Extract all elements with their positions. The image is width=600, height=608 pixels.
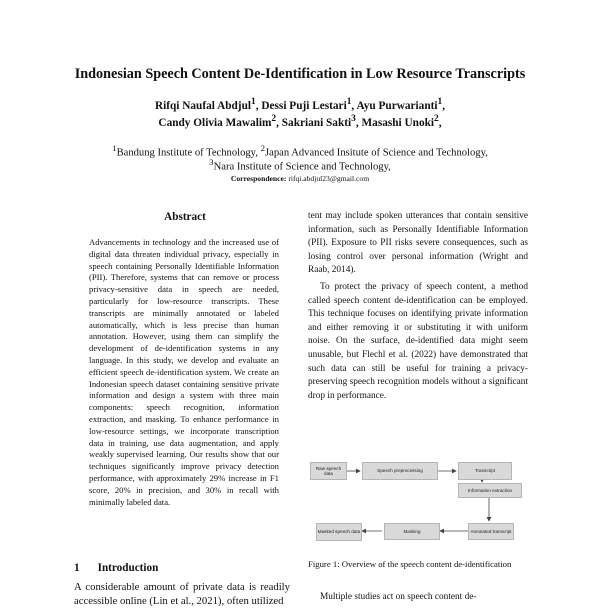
affiliation-line-1: $^1$Bandung Institute of Technology, $^2$Japan Advanced Insitute of Science and Technology, <box>112 143 488 159</box>
author-name: Masashi Unoki <box>361 116 435 129</box>
author-name: Dessi Puji Lestari <box>261 99 347 112</box>
author-line-2: Candy Olivia Mawalim$^2$, Sakriani Sakti$^3$, Masashi Unoki$^2$, <box>158 114 442 129</box>
node-information-extraction: Information extraction <box>458 483 522 498</box>
node-masked-speech: Masked speech data <box>316 523 362 541</box>
section-heading-introduction: 1 Introduction <box>74 562 159 574</box>
node-masking: Masking <box>384 523 440 540</box>
node-speech-preprocessing: Speech preprocessing <box>362 462 438 480</box>
body-paragraph: To protect the privacy of speech content, a method called speech content de-identification can be employed. This technique focuses on identifying private information and either removing it or substituting it with uniform noise. On the surface, de-identified data might seem unusable, but Flechl et al. (2022) have demonstrated that such data can still be useful for training a privacy-preserving speech recognition models without a significant drop in performance. <box>308 282 528 401</box>
body-paragraph: tent may include spoken utterances that contain sensitive information, such as Personally Identifiable Information (PII). Exposure to PII risks severe consequences, such as losing control over personal information (Wright and Raab, 2014). <box>308 211 528 276</box>
body-paragraph: Multiple studies act on speech content de- <box>320 592 477 602</box>
abstract-text: Advancements in technology and the increased use of digital data threaten individual privacy, especially in speech containing Personally Identifiable Information (PII). Therefore, systems that can remove or process privacy-sensitive data in speech are needed, particularly for low-resource transcripts. These transcripts are minimally annotated or labeled automatically, which is less precise than human annotation. However, using them can simplify the development of de-identification systems in any language. In this study, we develop and evaluate an efficient speech de-identification system. We create an Indonesian speech dataset containing sensitive private information and design a system with three main components: speech recognition, information extraction, and masking. To enhance performance in low-resource settings, we incorporate transcription data in training, use data augmentation, and apply weakly supervised learning. Our results show that our techniques significantly improve privacy detection performance, with approximately 29% increase in F1 score, 20% in precision, and 30% in recall with minimally labeled data. <box>89 237 279 507</box>
node-raw-speech: Raw speech data <box>310 462 347 480</box>
author-name: Sakriani Sakti <box>281 116 352 129</box>
overview-diagram <box>308 452 528 552</box>
author-name: Ayu Purwarianti <box>356 99 438 112</box>
paper-title: Indonesian Speech Content De-Identification in Low Resource Transcripts <box>74 66 526 82</box>
email-link[interactable]: rifqi.abdjul23@gmail.com <box>288 174 370 183</box>
introduction-text: A considerable amount of private data is readily accessible online (Lin et al., 2021), often utilized <box>74 581 290 607</box>
figure-caption: Figure 1: Overview of the speech content de-identification <box>308 559 512 569</box>
correspondence: Correspondence: rifqi.abdjul23@gmail.com <box>230 174 370 183</box>
author-name: Rifqi Naufal Abdjul <box>154 99 251 112</box>
abstract-heading: Abstract <box>164 211 206 223</box>
author-name: Candy Olivia Mawalim <box>158 116 272 129</box>
author-line-1: Rifqi Naufal Abdjul$^1$, Dessi Puji Lestari$^1$, Ayu Purwarianti$^1$, <box>154 97 446 112</box>
node-transcript: Transcript <box>458 462 512 480</box>
node-annotated-transcript: Annotated transcript <box>468 523 514 540</box>
affiliation-line-2: $^3$Nara Institute of Science and Technology, <box>209 157 391 173</box>
